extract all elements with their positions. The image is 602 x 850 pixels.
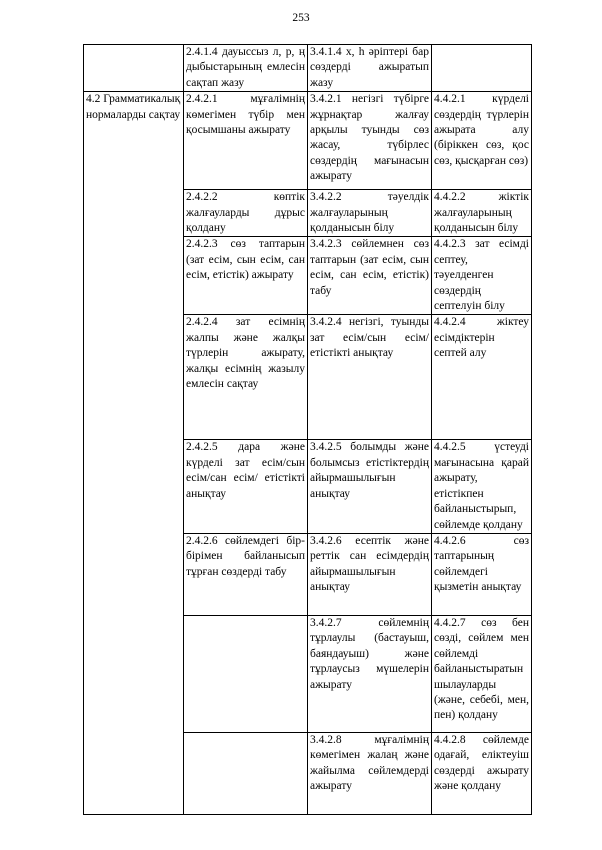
grade2-cell: 2.4.2.3 сөз таптарын (зат есім, сын есім, сан есім, етістік) ажырату: [184, 237, 308, 315]
grade2-cell: 2.4.2.1 мұғалімнің көмегімен түбір мен қосымшаны ажырату: [184, 92, 308, 190]
grade2-cell: 2.4.2.4 зат есімнің жалпы және жалқы түрлерін ажырату, жалқы есімнің жазылу емлесін сақтау: [184, 315, 308, 440]
grade4-cell: [432, 45, 532, 92]
grade3-cell: 3.4.2.1 негізгі түбірге жұрнақтар жалғау арқылы туынды сөз жасау, түбірлес сөздердің мағынасын ажырату: [308, 92, 432, 190]
grade2-cell: [184, 615, 308, 732]
grade3-cell: 3.4.2.4 негізгі, туынды зат есім/сын есім/етістікті анықтау: [308, 315, 432, 440]
grade3-cell: 3.4.2.5 болымды және болымсыз етістіктердің айырмашылығын анықтау: [308, 440, 432, 533]
table-row: [84, 45, 532, 92]
grade4-cell: 4.4.2.6 сөз таптарының сөйлемдегі қызметін анықтау: [432, 533, 532, 615]
grade4-cell: 4.4.2.1 күрделі сөздердің түрлерін ажырата алу (біріккен сөз, қос сөз, қысқарған сөз): [432, 92, 532, 190]
grade3-cell: 3.4.2.3 сөйлемнен сөз таптарын (зат есім, сын есім, сан есім, етістік) табу: [308, 237, 432, 315]
grade3-cell: 3.4.2.8 мұғалімнің көмегімен жалаң және жайылма сөйлемдерді ажырату: [308, 732, 432, 814]
grade2-cell: 2.4.2.2 көптік жалғауларды дұрыс қолдану: [184, 190, 308, 237]
page-number: 253: [292, 12, 310, 24]
curriculum-table: [83, 44, 532, 815]
grade4-cell: 4.4.2.4 жіктеу есімдіктерін септей алу: [432, 315, 532, 440]
grade3-cell: 3.4.1.4 х, һ әріптері бар сөздерді ажыратып жазу: [308, 45, 432, 92]
section-cell: [84, 45, 184, 92]
grade3-cell: 3.4.2.2 тәуелдік жалғауларының қолданысын білу: [308, 190, 432, 237]
grade2-cell: 2.4.1.4 дауыссыз л, р, ң дыбыстарының емлесін сақтап жазу: [184, 45, 308, 92]
grade4-cell: 4.4.2.7 сөз бен сөзді, сөйлем мен сөйлемді байланыстыратын шылауларды (және, себебі, мен, пен) қолдану: [432, 615, 532, 732]
grade2-cell: 2.4.2.6 сөйлемдегі бір-бірімен байланысып тұрған сөздерді табу: [184, 533, 308, 615]
grade3-cell: 3.4.2.7 сөйлемнің тұрлаулы (бастауыш, баяндауыш) және тұрлаусыз мүшелерін ажырату: [308, 615, 432, 732]
section-cell: 4.2 Грамматикалық нормаларды сақтау: [84, 92, 184, 815]
grade4-cell: 4.4.2.3 зат есімді септеу, тәуелденген сөздердің септелуін білу: [432, 237, 532, 315]
grade4-cell: 4.4.2.2 жіктік жалғауларының қолданысын білу: [432, 190, 532, 237]
grade2-cell: 2.4.2.5 дара және күрделі зат есім/сын есім/сан есім/ етістікті анықтау: [184, 440, 308, 533]
grade4-cell: 4.4.2.5 үстеуді мағынасына қарай ажырату, етістікпен байланыстырып, сөйлемде қолдану: [432, 440, 532, 533]
grade3-cell: 3.4.2.6 есептік және реттік сан есімдердің айырмашылығын анықтау: [308, 533, 432, 615]
grade2-cell: [184, 732, 308, 814]
grade4-cell: 4.4.2.8 сөйлемде одағай, еліктеуіш сөздерді ажырату және қолдану: [432, 732, 532, 814]
table-row: [84, 92, 532, 190]
